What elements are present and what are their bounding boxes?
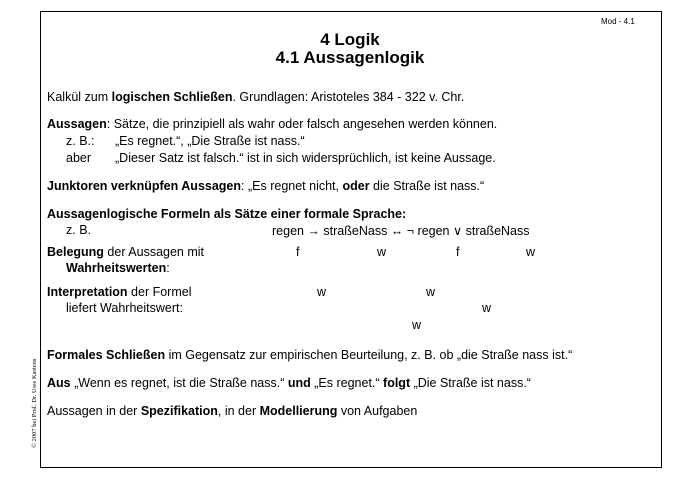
belegung-value-strassenass: w [377,245,387,259]
belegung-value-regen-2: f [456,245,460,259]
inference-aus: Aus [47,376,71,390]
wahrheitswerten-term: Wahrheitswerten [66,261,167,275]
interpretation-line [47,285,191,299]
inference-premise-1: „Wenn es regnet, ist die Straße nass.“ [70,376,288,390]
intro-text: Kalkül zum [47,90,112,104]
copyright-note: © 2007 bei Prof. Dr. Uwe Kastens [31,358,38,448]
interpretation-line-2: liefert Wahrheitswert: [66,301,183,315]
inference-folgt: folgt [383,376,411,390]
belegung-term: Belegung [47,245,104,259]
interp-value-negation: w [426,285,436,299]
aussagen-counter-label: aber [66,151,92,165]
belegung-colon: : [166,261,170,275]
belegung-text: der Aussagen mit [103,245,205,259]
inference-line [47,376,531,390]
formula: regen → straßeNass ↔ ¬ regen ∨ straßeNass [272,224,530,238]
formales-line [47,348,572,362]
junktoren-term: Junktoren verknüpfen Aussagen [47,179,242,193]
formeln-example-label: z. B. [66,223,92,237]
aussagen-term: Aussagen [47,117,107,131]
intro-line [47,90,464,104]
interpretation-text: der Formel [127,285,192,299]
slide-frame [40,11,662,468]
chapter-title: 4 Logik [320,30,380,49]
intro-text-2: . Grundlagen: Aristoteles 384 - 322 v. Chr. [232,90,465,104]
page-id: Mod - 4.1 [601,17,635,26]
aussagen-counter-text: „Dieser Satz ist falsch.“ ist in sich widersprüchlich, ist keine Aussage. [115,151,496,165]
junktoren-oder: oder [342,179,370,193]
interp-value-equivalence: w [412,318,422,332]
spezifikation-line [47,404,417,418]
inference-premise-2: „Es regnet.“ [310,376,384,390]
spez-term: Spezifikation [140,404,218,418]
aussagen-example-label: z. B.: [66,134,95,148]
junktoren-text-2: die Straße ist nass.“ [369,179,485,193]
spez-text-3: von Aufgaben [337,404,418,418]
inference-und: und [287,376,311,390]
belegung-value-strassenass-2: w [526,245,536,259]
formales-text: im Gegensatz zur empirischen Beurteilung, z. B. ob „die Straße nass ist.“ [165,348,573,362]
modellierung-term: Modellierung [259,404,338,418]
belegung-line-2 [66,261,170,275]
aussagen-example-text: „Es regnet.“, „Die Straße ist nass.“ [115,134,305,148]
spez-text: Aussagen in der [47,404,141,418]
junktoren-line [47,179,484,193]
inference-conclusion: „Die Straße ist nass.“ [410,376,531,390]
junktoren-text: : „Es regnet nicht, [241,179,343,193]
belegung-value-regen: f [296,245,300,259]
formales-term: Formales Schließen [47,348,166,362]
interpretation-term: Interpretation [47,285,128,299]
aussagen-line [47,117,497,131]
spez-text-2: , in der [217,404,260,418]
formeln-heading: Aussagenlogische Formeln als Sätze einer formale Sprache: [47,207,407,221]
intro-bold: logischen Schließen [111,90,233,104]
section-title: 4.1 Aussagenlogik [275,48,425,67]
aussagen-definition: : Sätze, die prinzipiell als wahr oder falsch angesehen werden können. [106,117,498,131]
interp-value-disjunction: w [482,301,492,315]
belegung-line [47,245,204,259]
interp-value-implication: w [317,285,327,299]
